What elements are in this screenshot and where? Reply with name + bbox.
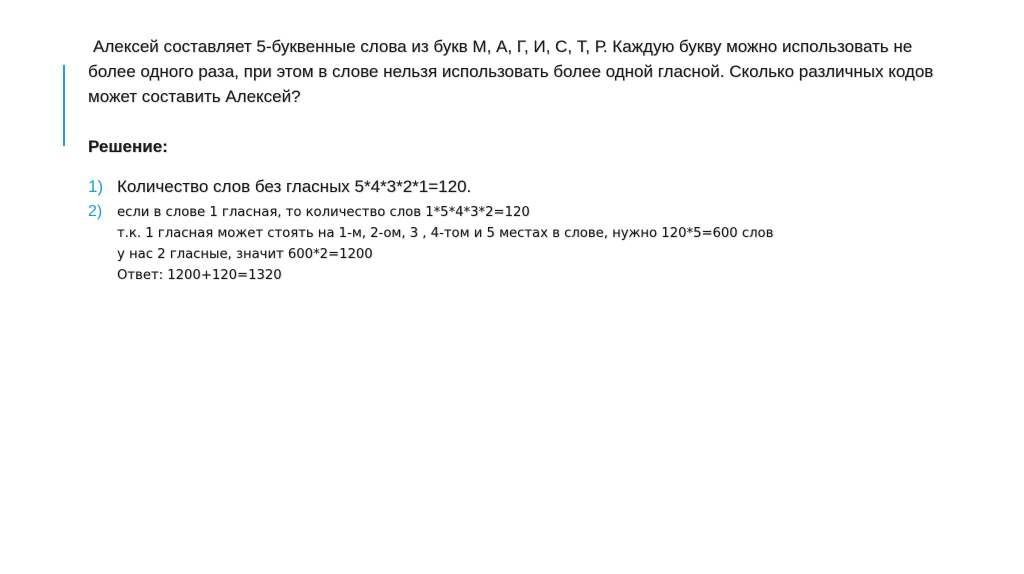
problem-statement [88, 34, 988, 109]
solution-heading: Решение: [88, 137, 168, 156]
step-text: если в слове 1 гласная, то количество слов 1*5*4*3*2=120 [117, 205, 530, 220]
accent-bar [63, 65, 65, 146]
step-text: т.к. 1 гласная может стоять на 1-м, 2-ом, 3 , 4-том и 5 местах в слове, нужно 120*5=600 слов [117, 226, 774, 241]
step-text: у нас 2 гласные, значит 600*2=1200 [117, 247, 373, 262]
problem-line-2: более одного раза, при этом в слове нельзя использовать более одной гласной. Сколько различных кодов [88, 62, 934, 81]
solution-step-2 [88, 201, 773, 286]
step-number: 2) [88, 203, 103, 220]
solution-step-1 [88, 177, 471, 197]
problem-line-3: может составить Алексей? [88, 87, 301, 106]
problem-line-1: Алексей составляет 5-буквенные слова из букв М, А, Г, И, С, Т, Р. Каждую букву можно использовать не [93, 37, 913, 56]
answer-text: Ответ: 1200+120=1320 [117, 268, 282, 283]
step-text: Количество слов без гласных 5*4*3*2*1=120. [117, 177, 472, 196]
step-number: 1) [88, 177, 104, 196]
